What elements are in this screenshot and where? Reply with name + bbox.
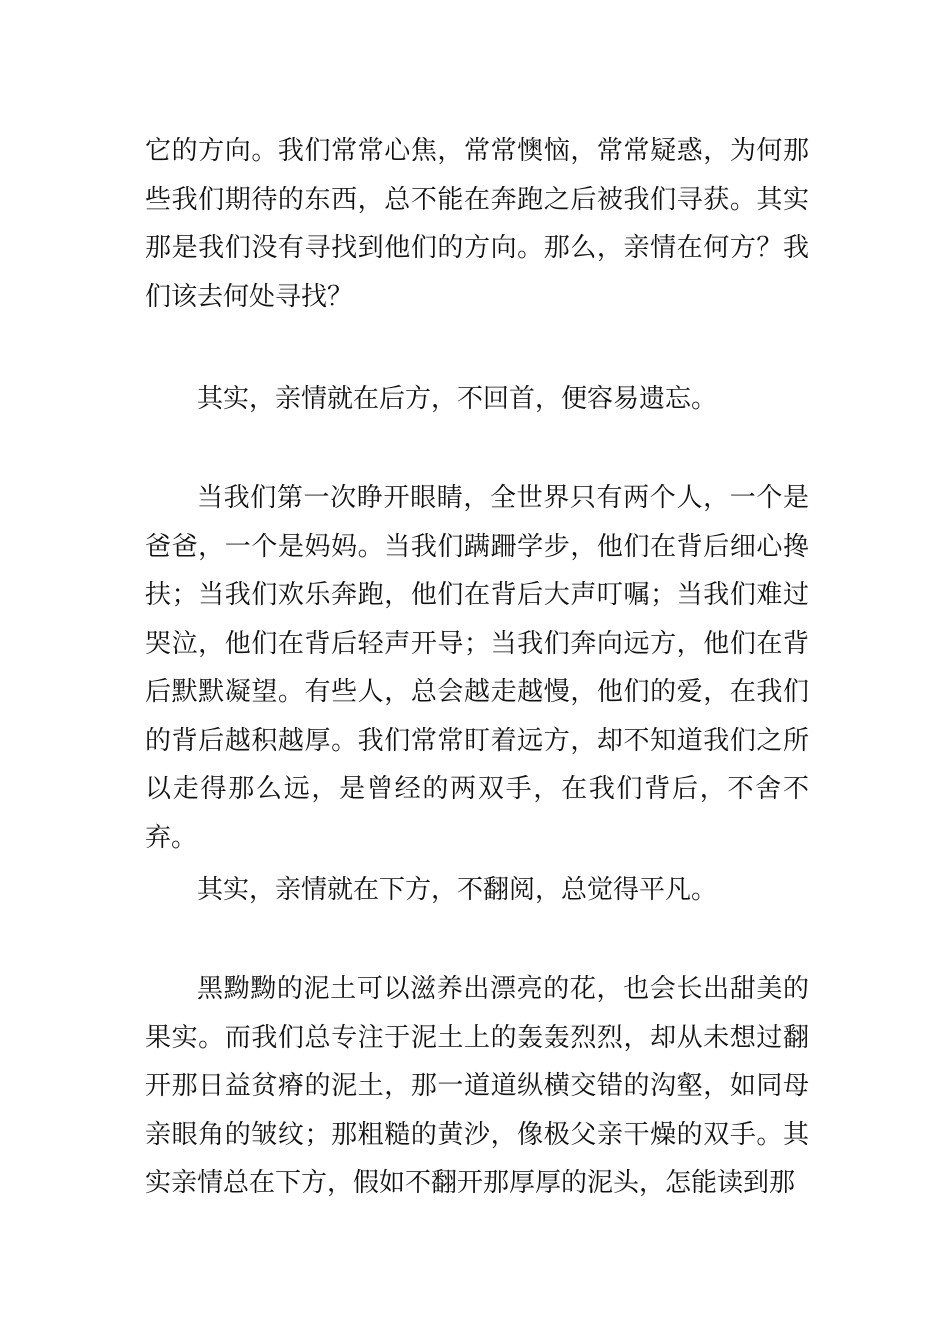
- paragraph-family-below: 其实，亲情就在下方，不翻阅，总觉得平凡。: [197, 875, 718, 905]
- paragraph-family-behind: 其实，亲情就在后方，不回首，便容易遗忘。: [197, 384, 718, 414]
- paragraph-parents: 当我们第一次睁开眼睛，全世界只有两个人，一个是爸爸，一个是妈妈。当我们蹒跚学步，他们在背后细心搀扶；当我们欢乐奔跑，他们在背后大声叮嘱；当我们难过哭泣，他们在背后轻声开导；当我们奔向远方，他们在背后默默凝望。有些人，总会越走越慢，他们的爱，在我们的背后越积越厚。我们常常盯着远方，却不知道我们之所以走得那么远，是曾经的两双手，在我们背后，不舍不弃。: [145, 483, 809, 853]
- paragraph-continuation: 它的方向。我们常常心焦，常常懊恼，常常疑惑，为何那些我们期待的东西，总不能在奔跑之后被我们寻获。其实那是我们没有寻找到他们的方向。那么，亲情在何方？我们该去何处寻找？: [145, 136, 809, 312]
- paragraph-soil: 黑黝黝的泥土可以滋养出漂亮的花，也会长出甜美的果实。而我们总专注于泥土上的轰轰烈烈，却从未想过翻开那日益贫瘠的泥土，那一道道纵横交错的沟壑，如同母亲眼角的皱纹；那粗糙的黄沙，像极父亲干燥的双手。其实亲情总在下方，假如不翻开那厚厚的泥头，怎能读到那: [145, 974, 809, 1198]
